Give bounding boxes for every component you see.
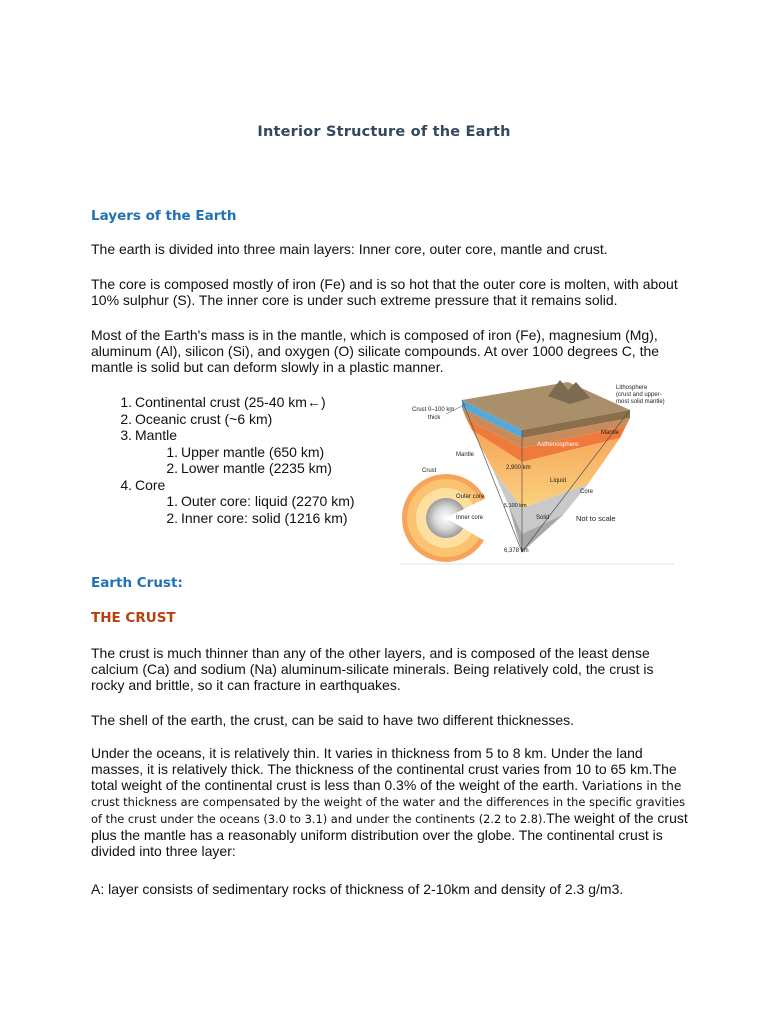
paragraph-layers-intro: The earth is divided into three main layers: Inner core, outer core, mantle and crust. (91, 241, 608, 257)
text-line: divided into three layer: (91, 843, 236, 859)
paragraph-core (91, 276, 691, 308)
svg-text:Lithosphere: Lithosphere (616, 385, 648, 391)
svg-text:Crust: Crust (422, 468, 437, 474)
svg-text:thick: thick (428, 415, 441, 421)
paragraph-crust-details (91, 745, 711, 859)
text-line: total weight of the continental crust is less than 0.3% of the weight of the earth. Variations in the (91, 777, 682, 793)
text-line: crust thickness are compensated by the weight of the water and the differences in the specific gravities (91, 795, 686, 809)
text-line: rocky and brittle, so it can fracture in earthquakes. (91, 677, 401, 693)
svg-text:2,900 km: 2,900 km (506, 465, 531, 471)
paragraph-layer-a: A: layer consists of sedimentary rocks of thickness of 2-10km and density of 2.3 g/m3. (91, 881, 624, 897)
svg-text:Inner core: Inner core (456, 515, 484, 521)
page-title: Interior Structure of the Earth (257, 124, 511, 140)
svg-text:6,378 km: 6,378 km (504, 548, 529, 554)
subheading-the-crust: THE CRUST (91, 610, 176, 626)
svg-text:Mantle: Mantle (456, 452, 475, 458)
section-heading-layers: Layers of the Earth (91, 208, 237, 224)
text-line: Under the oceans, it is relatively thin. It varies in thickness from 5 to 8 km. Under the land (91, 745, 643, 761)
svg-text:5,100 km: 5,100 km (504, 503, 527, 509)
text-line: mantle is solid but can deform slowly in a plastic manner. (91, 359, 444, 375)
text-line: Most of the Earth's mass is in the mantle, which is composed of iron (Fe), magnesium (Mg), (91, 327, 658, 343)
text-line: The core is composed mostly of iron (Fe) and is so hot that the outer core is molten, with about (91, 276, 678, 292)
svg-text:Crust 0–100 km: Crust 0–100 km (412, 407, 455, 413)
svg-text:Mantle: Mantle (601, 430, 620, 436)
paragraph-crust-thickness: The shell of the earth, the crust, can be said to have two different thicknesses. (91, 712, 575, 728)
text-line: masses, it is relatively thick. The thickness of the continental crust varies from 10 to 65 km.The (91, 761, 677, 777)
earth-structure-diagram (398, 376, 678, 568)
svg-text:Solid: Solid (536, 515, 550, 521)
text-line: The crust is much thinner than any of the other layers, and is composed of the least dense (91, 645, 650, 661)
svg-text:Liquid: Liquid (550, 478, 567, 484)
svg-text:Not to scale: Not to scale (576, 514, 616, 523)
paragraph-mantle (91, 327, 691, 375)
layers-list: 1. Continental crust (25-40 km←) 2. Oceanic crust (~6 km) 3. Mantle 1. Upper mantle (650 km) 2. Lower mantle (2235 km) 4. Core 1. Outer core: liquid (2270 km) 2. Inner core: solid (1216 km) (120, 394, 355, 526)
svg-text:Core: Core (580, 489, 594, 495)
svg-text:(crust and upper-: (crust and upper- (616, 392, 662, 398)
text-line: 10% sulphur (S). The inner core is under such extreme pressure that it remains solid. (91, 292, 618, 308)
svg-text:Asthenosphere: Asthenosphere (537, 441, 579, 448)
text-line: calcium (Ca) and sodium (Na) aluminum-silicate minerals. Being relatively cold, the crust is (91, 661, 654, 677)
section-heading-earth-crust: Earth Crust: (91, 575, 183, 591)
text-line: aluminum (Al), silicon (Si), and oxygen (O) silicate compounds. At over 1000 degrees C, the (91, 343, 660, 359)
text-line: of the crust under the oceans (3.0 to 3.1) and under the continents (2.2 to 2.8).The weight of the crust (91, 810, 688, 826)
text-line: plus the mantle has a reasonably uniform distribution over the globe. The continental crust is (91, 827, 663, 843)
paragraph-crust-composition (91, 645, 691, 693)
svg-text:Outer core: Outer core (456, 494, 485, 500)
svg-text:most solid mantle): most solid mantle) (616, 399, 665, 405)
